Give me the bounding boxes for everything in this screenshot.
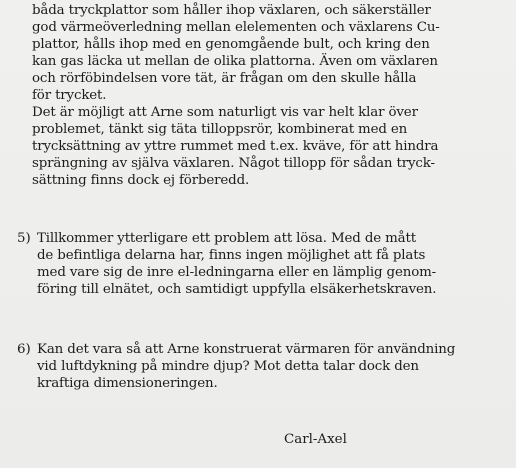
paragraph-line: kan gas läcka ut mellan de olika plattorna. Även om växlaren [32, 54, 438, 69]
paragraph-line: problemet, tänkt sig täta tilloppsrör, kombinerat med en [32, 122, 408, 137]
paragraph-line: sättning finns dock ej förberedd. [32, 173, 250, 188]
paragraph-line: sprängning av själva växlaren. Något tillopp för sådan tryck- [32, 156, 435, 171]
paragraph-line: för trycket. [32, 88, 107, 103]
paragraph-line: Det är möjligt att Arne som naturligt vis var helt klar över [32, 105, 418, 120]
item-number: 5) [17, 231, 31, 246]
paragraph-line: Kan det vara så att Arne konstruerat värmaren för användning [37, 342, 456, 357]
paragraph-line: föring till elnätet, och samtidigt uppfylla elsäkerhetskraven. [37, 282, 437, 297]
paragraph-line: med vare sig de inre el-ledningarna eller en lämplig genom- [37, 265, 437, 280]
item-number: 6) [17, 342, 31, 357]
paragraph-line: trycksättning av yttre rummet med t.ex. kväve, för att hindra [32, 139, 439, 154]
paragraph-line: vid luftdykning på mindre djup? Mot detta talar dock den [37, 359, 419, 374]
paragraph-line: plattor, hålls ihop med en genomgående bult, och kring den [32, 37, 430, 52]
paragraph-line: de befintliga delarna har, finns ingen möjlighet att få plats [37, 248, 426, 263]
paragraph-line: båda tryckplattor som håller ihop växlaren, och säkerställer [32, 3, 431, 18]
signature: Carl-Axel [284, 432, 347, 447]
paragraph-line: Tillkommer ytterligare ett problem att lösa. Med de mått [37, 231, 416, 246]
paragraph-line: kraftiga dimensioneringen. [37, 376, 218, 391]
paragraph-line: god värmeöverledning mellan elelementen och växlarens Cu- [32, 20, 440, 35]
paragraph-line: och rörföbindelsen vore tät, är frågan om den skulle hålla [32, 71, 417, 86]
